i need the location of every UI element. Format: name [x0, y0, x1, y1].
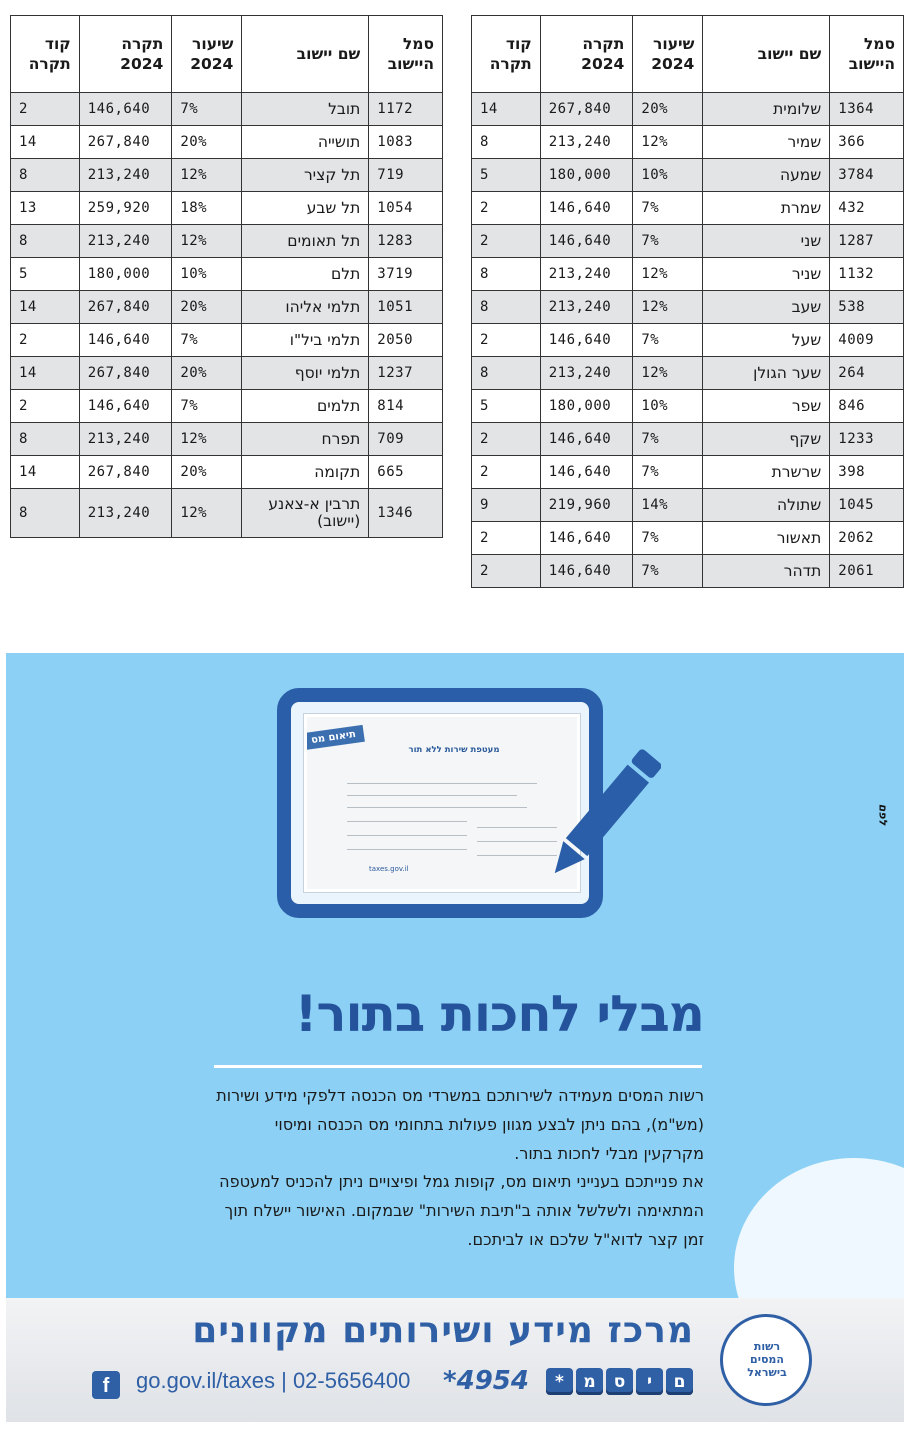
form-url: taxes.gov.il — [369, 865, 409, 873]
form-title: מעטפת שירות ללא תור — [408, 745, 500, 755]
cell-symbol: 3719 — [369, 258, 443, 291]
cell-code: 2 — [472, 555, 541, 588]
cell-code: 8 — [472, 357, 541, 390]
cell-name: תלמי אליהו — [242, 291, 369, 324]
cell-name: שמיר — [703, 126, 830, 159]
cell-cap: 213,240 — [540, 258, 633, 291]
cell-cap: 267,840 — [79, 456, 172, 489]
cell-code: 9 — [472, 489, 541, 522]
table-row — [11, 93, 443, 126]
cell-name: תושייה — [242, 126, 369, 159]
cell-rate: 12% — [633, 357, 703, 390]
cell-symbol: 1283 — [369, 225, 443, 258]
cell-cap: 146,640 — [79, 390, 172, 423]
header-name: שם יישוב — [242, 16, 369, 93]
decorative-curve — [734, 1158, 904, 1298]
cell-symbol: 1237 — [369, 357, 443, 390]
table-row — [472, 159, 904, 192]
table-row — [11, 390, 443, 423]
cell-cap: 213,240 — [79, 489, 172, 538]
cell-name: תובל — [242, 93, 369, 126]
cell-cap: 146,640 — [540, 192, 633, 225]
cell-symbol: 719 — [369, 159, 443, 192]
header-rate: שיעור 2024 — [172, 16, 242, 93]
cell-rate: 7% — [633, 324, 703, 357]
cell-name: שעל — [703, 324, 830, 357]
cell-rate: 20% — [633, 93, 703, 126]
cell-code: 5 — [472, 159, 541, 192]
table-row — [11, 258, 443, 291]
cell-cap: 180,000 — [79, 258, 172, 291]
cell-symbol: 264 — [830, 357, 904, 390]
promo-headline: מבלי לחכות בתור! — [294, 985, 704, 1043]
cell-code: 2 — [472, 225, 541, 258]
cell-name: תקומה — [242, 456, 369, 489]
cell-symbol: 2050 — [369, 324, 443, 357]
table-row — [472, 456, 904, 489]
cell-code: 14 — [11, 357, 80, 390]
cell-cap: 146,640 — [540, 555, 633, 588]
cell-cap: 213,240 — [540, 357, 633, 390]
cell-symbol: 1346 — [369, 489, 443, 538]
cell-cap: 146,640 — [540, 456, 633, 489]
cell-name: תדהר — [703, 555, 830, 588]
table-row — [472, 192, 904, 225]
cell-rate: 12% — [633, 291, 703, 324]
cell-code: 14 — [472, 93, 541, 126]
cell-cap: 146,640 — [540, 225, 633, 258]
cell-rate: 14% — [633, 489, 703, 522]
cell-cap: 219,960 — [540, 489, 633, 522]
key-tile: ס — [606, 1368, 633, 1395]
header-cap: תקרה 2024 — [540, 16, 633, 93]
cell-rate: 7% — [633, 192, 703, 225]
cell-name: שלומית — [703, 93, 830, 126]
table-row — [472, 291, 904, 324]
cell-rate: 10% — [633, 390, 703, 423]
cell-name: תלם — [242, 258, 369, 291]
settlement-table-left — [10, 15, 443, 538]
table-row — [472, 225, 904, 258]
table-row — [11, 357, 443, 390]
table-row — [11, 456, 443, 489]
table-row — [11, 126, 443, 159]
cell-symbol: 398 — [830, 456, 904, 489]
header-code: קוד תקרה — [11, 16, 80, 93]
cell-code: 8 — [11, 423, 80, 456]
table-row — [11, 225, 443, 258]
key-tile: י — [636, 1368, 663, 1395]
cell-symbol: 709 — [369, 423, 443, 456]
cell-name: תרבין א-צאנע (יישוב) — [242, 489, 369, 538]
table-row — [11, 291, 443, 324]
cell-symbol: 846 — [830, 390, 904, 423]
cell-rate: 7% — [633, 225, 703, 258]
cell-code: 8 — [11, 159, 80, 192]
cell-symbol: 1045 — [830, 489, 904, 522]
cell-rate: 20% — [172, 291, 242, 324]
cell-symbol: 1233 — [830, 423, 904, 456]
promo-panel — [6, 653, 904, 1298]
table-row — [472, 126, 904, 159]
cell-cap: 146,640 — [79, 324, 172, 357]
cell-name: שמרת — [703, 192, 830, 225]
cell-code: 14 — [11, 126, 80, 159]
cell-rate: 20% — [172, 126, 242, 159]
cell-name: שקף — [703, 423, 830, 456]
table-row — [472, 390, 904, 423]
cell-name: שני — [703, 225, 830, 258]
cell-code: 2 — [472, 192, 541, 225]
facebook-icon[interactable]: f — [92, 1371, 120, 1399]
cell-rate: 7% — [633, 522, 703, 555]
table-row — [472, 93, 904, 126]
cell-name: שניר — [703, 258, 830, 291]
cell-cap: 259,920 — [79, 192, 172, 225]
cell-rate: 7% — [633, 423, 703, 456]
cell-code: 2 — [472, 423, 541, 456]
cell-code: 5 — [11, 258, 80, 291]
cell-code: 8 — [11, 489, 80, 538]
cell-name: שפר — [703, 390, 830, 423]
table-row — [11, 324, 443, 357]
cell-cap: 146,640 — [540, 423, 633, 456]
cell-name: שמעה — [703, 159, 830, 192]
table-row — [472, 357, 904, 390]
cell-rate: 12% — [172, 423, 242, 456]
key-tile: מ — [576, 1368, 603, 1395]
cell-code: 14 — [11, 456, 80, 489]
cell-symbol: 366 — [830, 126, 904, 159]
cell-name: שעב — [703, 291, 830, 324]
cell-code: 8 — [472, 258, 541, 291]
footer-title: מרכז מידע ושירותים מקוונים — [192, 1310, 694, 1351]
cell-cap: 267,840 — [79, 291, 172, 324]
phone-keypad-word — [546, 1368, 693, 1395]
cell-name: תלמי יוסף — [242, 357, 369, 390]
header-rate: שיעור 2024 — [633, 16, 703, 93]
logo-text: רשות המסים בישראל — [747, 1340, 787, 1379]
cell-rate: 7% — [633, 456, 703, 489]
cell-rate: 10% — [633, 159, 703, 192]
service-envelope-image — [304, 714, 580, 892]
header-symbol: סמל היישוב — [830, 16, 904, 93]
table-header-row — [472, 16, 904, 93]
table-row — [11, 159, 443, 192]
cell-code: 14 — [11, 291, 80, 324]
cell-symbol: 3784 — [830, 159, 904, 192]
cell-name: תל שבע — [242, 192, 369, 225]
cell-symbol: 1364 — [830, 93, 904, 126]
cell-symbol: 1051 — [369, 291, 443, 324]
cell-symbol: 432 — [830, 192, 904, 225]
cell-symbol: 665 — [369, 456, 443, 489]
table-row — [472, 258, 904, 291]
promo-paragraph-2: את פנייתכם בענייני תיאום מס, קופות גמל ופיצויים ניתן להכניס למעטפה המתאימה ולשלשל אותה ב"תיבת השירות" שבמקום. האישור יישלח תוך זמן קצר לדוא"ל שלכם או לביתכם. — [219, 1172, 704, 1249]
phone-short-code: *4954 — [443, 1366, 529, 1396]
footer-bar — [6, 1298, 904, 1422]
header-cap: תקרה 2024 — [79, 16, 172, 93]
cell-name: תלמים — [242, 390, 369, 423]
cell-rate: 12% — [172, 225, 242, 258]
cell-cap: 146,640 — [79, 93, 172, 126]
cell-symbol: 1287 — [830, 225, 904, 258]
cell-cap: 213,240 — [79, 423, 172, 456]
cell-name: תלמי ביל"ו — [242, 324, 369, 357]
cell-rate: 12% — [172, 489, 242, 538]
cell-symbol: 4009 — [830, 324, 904, 357]
cell-code: 8 — [472, 291, 541, 324]
cell-symbol: 814 — [369, 390, 443, 423]
side-note: לפם — [876, 803, 890, 826]
cell-cap: 213,240 — [540, 291, 633, 324]
cell-code: 8 — [472, 126, 541, 159]
table-header-row — [11, 16, 443, 93]
cell-cap: 213,240 — [79, 225, 172, 258]
key-tile: * — [546, 1368, 573, 1395]
cell-cap: 180,000 — [540, 390, 633, 423]
cell-cap: 180,000 — [540, 159, 633, 192]
pencil-icon — [541, 738, 661, 898]
cell-name: תל קציר — [242, 159, 369, 192]
key-tile: ם — [666, 1368, 693, 1395]
table-row — [472, 324, 904, 357]
cell-rate: 7% — [172, 93, 242, 126]
table-row — [472, 555, 904, 588]
cell-rate: 12% — [633, 126, 703, 159]
cell-cap: 267,840 — [79, 357, 172, 390]
cell-symbol: 2062 — [830, 522, 904, 555]
cell-rate: 12% — [172, 159, 242, 192]
table-row — [472, 423, 904, 456]
cell-name: תל תאומים — [242, 225, 369, 258]
cell-code: 2 — [11, 93, 80, 126]
cell-code: 2 — [11, 390, 80, 423]
cell-symbol: 538 — [830, 291, 904, 324]
headline-divider — [214, 1065, 702, 1068]
cell-code: 2 — [472, 522, 541, 555]
cell-name: שתולה — [703, 489, 830, 522]
cell-symbol: 1054 — [369, 192, 443, 225]
cell-name: תפרח — [242, 423, 369, 456]
table-row — [11, 423, 443, 456]
cell-code: 8 — [11, 225, 80, 258]
cell-code: 2 — [472, 324, 541, 357]
header-symbol: סמל היישוב — [369, 16, 443, 93]
cell-rate: 7% — [633, 555, 703, 588]
cell-name: שער הגולן — [703, 357, 830, 390]
table-row — [11, 192, 443, 225]
cell-symbol: 2061 — [830, 555, 904, 588]
cell-code: 5 — [472, 390, 541, 423]
cell-rate: 20% — [172, 357, 242, 390]
promo-paragraph-1: רשות המסים מעמידה לשירותכם במשרדי מס הכנסה דלפקי מידע ושירות (מש"מ), בהם ניתן לבצע מגוון פעולות בתחומי מס הכנסה ומיסוי מקרקעין מבלי לחכות בתור. — [216, 1086, 704, 1163]
settlement-table-right — [471, 15, 904, 588]
cell-symbol: 1132 — [830, 258, 904, 291]
table-row — [472, 522, 904, 555]
cell-cap: 267,840 — [79, 126, 172, 159]
cell-cap: 267,840 — [540, 93, 633, 126]
cell-rate: 10% — [172, 258, 242, 291]
cell-name: תאשור — [703, 522, 830, 555]
footer-contact-link[interactable]: go.gov.il/taxes | 02-5656400 — [136, 1368, 411, 1393]
cell-code: 2 — [472, 456, 541, 489]
cell-rate: 12% — [633, 258, 703, 291]
form-tag: תיאום מס — [304, 725, 365, 750]
cell-cap: 213,240 — [79, 159, 172, 192]
cell-symbol: 1083 — [369, 126, 443, 159]
cell-rate: 7% — [172, 390, 242, 423]
cell-name: שרשרת — [703, 456, 830, 489]
cell-cap: 146,640 — [540, 324, 633, 357]
header-name: שם יישוב — [703, 16, 830, 93]
header-code: קוד תקרה — [472, 16, 541, 93]
cell-symbol: 1172 — [369, 93, 443, 126]
cell-cap: 146,640 — [540, 522, 633, 555]
cell-rate: 20% — [172, 456, 242, 489]
table-row — [472, 489, 904, 522]
table-row — [11, 489, 443, 538]
cell-code: 2 — [11, 324, 80, 357]
cell-code: 13 — [11, 192, 80, 225]
cell-rate: 18% — [172, 192, 242, 225]
cell-rate: 7% — [172, 324, 242, 357]
cell-cap: 213,240 — [540, 126, 633, 159]
